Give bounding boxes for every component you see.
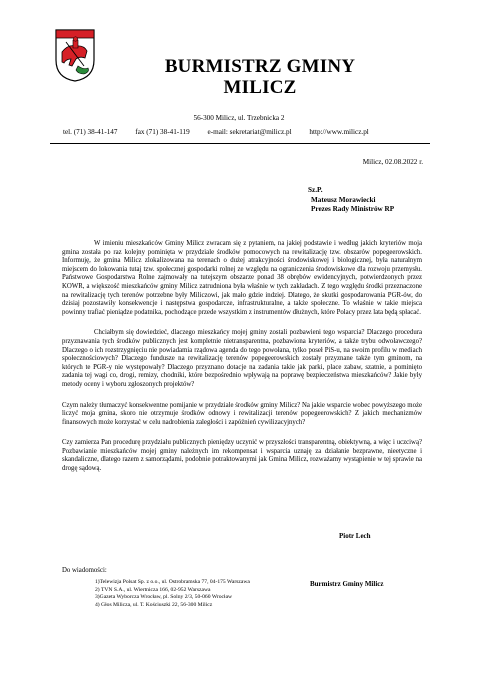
letterhead-title [150,56,370,98]
body-paragraph: Czy zamierza Pan procedurę przydziału publicznych pieniędzy uczynić w przyszłości transparentną, obiektywną, a więc i uczciwą? Pozbawianie mieszkańców mojej gminy należnych im rekompensat i wsparcia uznaję za działanie bezprawne, nieetyczne i skandaliczne, dlatego razem z samorządami, podobnie potraktowanymi jak Gmina Milicz, rozważamy wystąpienie w tej sprawie na drogę sądową. [62,439,422,473]
letterhead-contacts [63,128,385,136]
body-paragraph: W imieniu mieszkańców Gminy Milicz zwracam się z pytaniem, na jakiej podstawie i według jakich kryteriów moja gmina została po raz kolejny pominięta w przydziale środków pomocowych na rewitalizację tzw. obszarów popegeerowskich. Informuję, że gmina Milicz zlokalizowana na terenach o dużej atrakcyjności środowiskowej i biologicznej, była naturalnym miejscem do lokowania tutaj tzw. społecznej gospodarki rolnej ze względu na ograniczenia środowiskowe dla rozwoju przemysłu. Państwowe Gospodarstwa Rolne zajmowały na tutejszym obszarze ponad 38 obrębów ewidencyjnych, potwierdzonych przez KOWR, a większość mieszkańców gminy Milicz zatrudniona była właśnie w tych zakładach. Z tego względu środki przeznaczone na rewitalizację tych terenów potrzebne były Miliczowi, jak mało gdzie indziej. Dlatego, że skutki gospodarowania PGR-ów, do dzisiaj pozostawiły konsekwencje i następstwa gospodarcze, infrastrukturalne, a także społeczne. To właśnie w takie miejsca powinny trafiać pieniądze podatnika, pochodzące przede wszystkim z instrumentów dłużnych, które Polacy przez lata będą spłacać. [62,240,422,316]
letterhead-title-line2: MILICZ [223,77,297,98]
body-paragraph: Czym należy tłumaczyć konsekwentne pomijanie w przydziale środków gminy Milicz? Na jakie wsparcie wobec powyższego może liczyć moja gmina, skoro nie otrzymuje środków odnowy i rewitalizacji terenów popegeerowskich? Z jakich mechanizmów finansowych może korzystać w celu nadrobienia zaległości i zapóźnień cywilizacyjnych? [62,401,422,426]
website-address: http://www.milicz.pl [309,128,369,136]
cc-item: 3)Gazeta Wyborcza Wrocław, pl. Solny 2/3, 50-060 Wrocław [95,594,233,600]
email-address: e-mail: sekretariat@milicz.pl [207,128,292,136]
recipient-block [308,186,395,215]
recipient-name: Mateusz Morawiecki [311,195,376,204]
cc-item: 2) TVN S.A., ul. Wiertnicza 166, 02-952 Warszawa [95,586,211,593]
recipient-title: Prezes Rady Ministrów RP [311,205,395,213]
recipient-salutation: Sz.P. [308,186,323,194]
header-divider [50,143,430,144]
coat-of-arms-icon [54,28,96,82]
cc-list [95,579,250,609]
cc-heading: Do wiadomości: [62,567,107,574]
letterhead-title-line1: BURMISTRZ GMINY [164,56,356,77]
body-paragraph: Chciałbym się dowiedzieć, dlaczego mieszkańcy mojej gminy zostali pozbawieni tego wsparcia? Dlaczego procedura przyznawania tych środków publicznych jest kompletnie nietransparentna, pozbawiona kryteriów, a także trybu odwoławczego? Dlaczego o ich rozstrzygnięciu nie powiadamia rządowa agenda do tego powołana, tylko poseł PiS-u, na swoim profilu w mediach społecznościowych? Dlaczego fundusze na rewitalizację terenów popegeerowskich zostały przyznane także tym gminom, na których te PGR-y nie występowały? Dlaczego przyznano dotacje na zadania takie jak parki, place zabaw, szatnie, a pominięto zadania tej wagi co, drogi, remizy, chodniki, które bezpośrednio wpływają na poprawę bezpieczeństwa mieszkańców? Jakie były metody oceny i wyboru zgłoszonych projektów? [62,329,422,388]
cc-item: 1)Telewizja Polsat Sp. z o.o., ul. Ostrobramska 77, 04-175 Warszawa [95,579,250,585]
fax-number: fax (71) 38-41-119 [135,128,190,136]
signatory-name: Piotr Lech [339,532,371,540]
cc-item: 4) Głos Milicza, ul. T. Kościuszki 22, 56-300 Milicz [95,601,213,608]
phone-number: tel. (71) 38-41-147 [63,128,118,136]
letter-body [62,240,422,486]
signatory-role: Burmistrz Gminy Milicz [310,580,384,588]
letterhead-address: 56-300 Milicz, ul. Trzebnicka 2 [193,114,285,122]
letter-date: Milicz, 02.08.2022 r. [362,158,423,166]
